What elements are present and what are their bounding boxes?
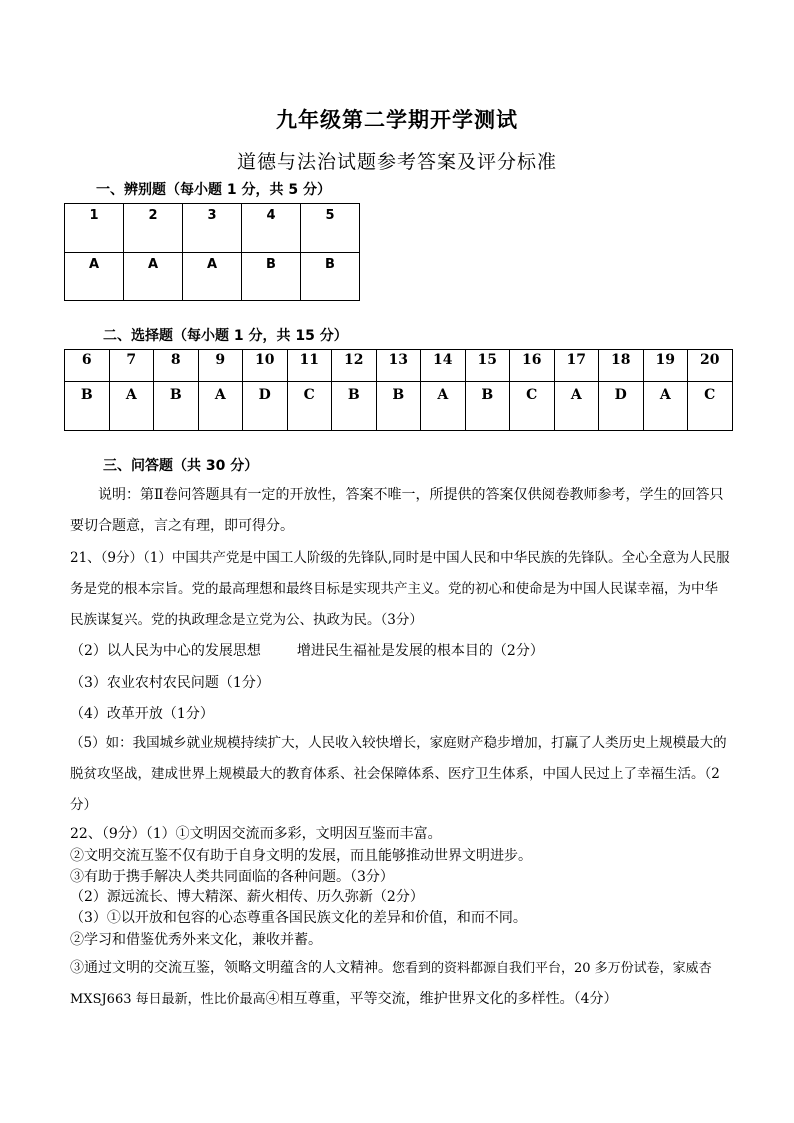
question-number-cell: 10 (243, 350, 288, 382)
question-number-cell: 6 (65, 350, 110, 382)
question-number-cell: 4 (242, 204, 301, 253)
answer-cell: B (154, 382, 199, 431)
section1-heading: 一、辨别题（每小题 1 分，共 5 分） (96, 182, 331, 198)
section2-answer-table (64, 349, 733, 431)
question-number-cell: 11 (287, 350, 332, 382)
question-number-cell: 13 (376, 350, 421, 382)
question-number-cell: 2 (124, 204, 183, 253)
watermark-note: 您看到的资料都源自我们平台，20 多万份试卷，家威杏 MXSJ663 每日最新，性比价最高 (70, 961, 712, 1007)
question-number-cell: 19 (643, 350, 688, 382)
q22-line7-b: ④相互尊重，平等交流，维护世界文化的多样性。（4分） (265, 991, 618, 1007)
answer-row (65, 382, 733, 431)
answer-cell: C (688, 382, 733, 431)
q22-line3: ③有助于携手解决人类共同面临的各种问题。（3分） (70, 869, 394, 885)
answer-cell: C (287, 382, 332, 431)
page-title: 九年级第二学期开学测试 (276, 108, 518, 132)
question-number-cell: 12 (332, 350, 377, 382)
answer-cell: A (198, 382, 243, 431)
answer-cell: A (65, 253, 124, 301)
q21-part2 (70, 640, 730, 660)
q21-part2-a: （2）以人民为中心的发展思想 (70, 643, 261, 659)
q21-part5: （5）如：我国城乡就业规模持续扩大，人民收入较快增长，家庭财产稳步增加，打赢了人类历史上规模最大的脱贫攻坚战，建成世界上规模最大的教育体系、社会保障体系、医疗卫生体系，中国人民过上了幸福生活。（2分） (70, 735, 727, 813)
question-number-cell: 14 (421, 350, 466, 382)
q22-line1: 22、（9分）（1）①文明因交流而多彩，文明因互鉴而丰富。 (70, 826, 442, 842)
section3-heading: 三、问答题（共 30 分） (103, 458, 259, 474)
question-number-cell: 16 (510, 350, 555, 382)
answer-cell: D (599, 382, 644, 431)
section2-heading: 二、选择题（每小题 1 分，共 15 分） (103, 328, 348, 344)
q22-line6: ②学习和借鉴优秀外来文化，兼收并蓄。 (70, 932, 322, 948)
answer-cell: B (332, 382, 377, 431)
q21-part1: 21、（9分）（1）中国共产党是中国工人阶级的先锋队,同时是中国人民和中华民族的先锋队。全心全意为人民服务是党的根本宗旨。党的最高理想和最终目标是实现共产主义。党的初心和使命是为中国人民谋幸福，为中华民族谋复兴。党的执政理念是立党为公、执政为民。（3分） (70, 550, 730, 628)
question-number-cell: 9 (198, 350, 243, 382)
question-number-cell: 7 (109, 350, 154, 382)
page-subtitle: 道德与法治试题参考答案及评分标准 (236, 151, 557, 173)
answer-cell: A (124, 253, 183, 301)
q21-part3: （3）农业农村农民问题（1分） (70, 675, 270, 691)
answer-cell: B (65, 382, 110, 431)
answer-cell: B (376, 382, 421, 431)
answer-cell: A (421, 382, 466, 431)
scoring-note: 说明：第Ⅱ卷问答题具有一定的开放性，答案不唯一，所提供的答案仅供阅卷教师参考，学生的回答只要切合题意，言之有理，即可得分。 (70, 487, 724, 534)
answer-cell: B (242, 253, 301, 301)
question-number-cell: 17 (554, 350, 599, 382)
question-number-row (65, 204, 360, 253)
q22-line7 (70, 953, 730, 1015)
question-number-cell: 1 (65, 204, 124, 253)
answer-cell: B (465, 382, 510, 431)
answer-cell: D (243, 382, 288, 431)
section1-answer-table (64, 203, 360, 301)
answer-row (65, 253, 360, 301)
question-number-cell: 18 (599, 350, 644, 382)
answer-cell: A (183, 253, 242, 301)
answer-cell: A (643, 382, 688, 431)
question-number-row (65, 350, 733, 382)
answer-cell: A (109, 382, 154, 431)
question-number-cell: 3 (183, 204, 242, 253)
q21-part4: （4）改革开放（1分） (70, 706, 214, 722)
question-number-cell: 8 (154, 350, 199, 382)
q22-line5: （3）①以开放和包容的心态尊重各国民族文化的差异和价值，和而不同。 (70, 910, 527, 926)
question-number-cell: 5 (301, 204, 360, 253)
q21-part2-b: 增进民生福祉是发展的根本目的（2分） (296, 643, 544, 659)
question-number-cell: 15 (465, 350, 510, 382)
q22-line7-a: ③通过文明的交流互鉴，领略文明蕴含的人文精神。 (70, 960, 392, 976)
answer-cell: B (301, 253, 360, 301)
question-number-cell: 20 (688, 350, 733, 382)
q22-line4: （2）源远流长、博大精深、薪火相传、历久弥新（2分） (70, 889, 424, 905)
answer-cell: A (554, 382, 599, 431)
q22-line2: ②文明交流互鉴不仅有助于自身文明的发展，而且能够推动世界文明进步。 (70, 848, 532, 864)
answer-cell: C (510, 382, 555, 431)
